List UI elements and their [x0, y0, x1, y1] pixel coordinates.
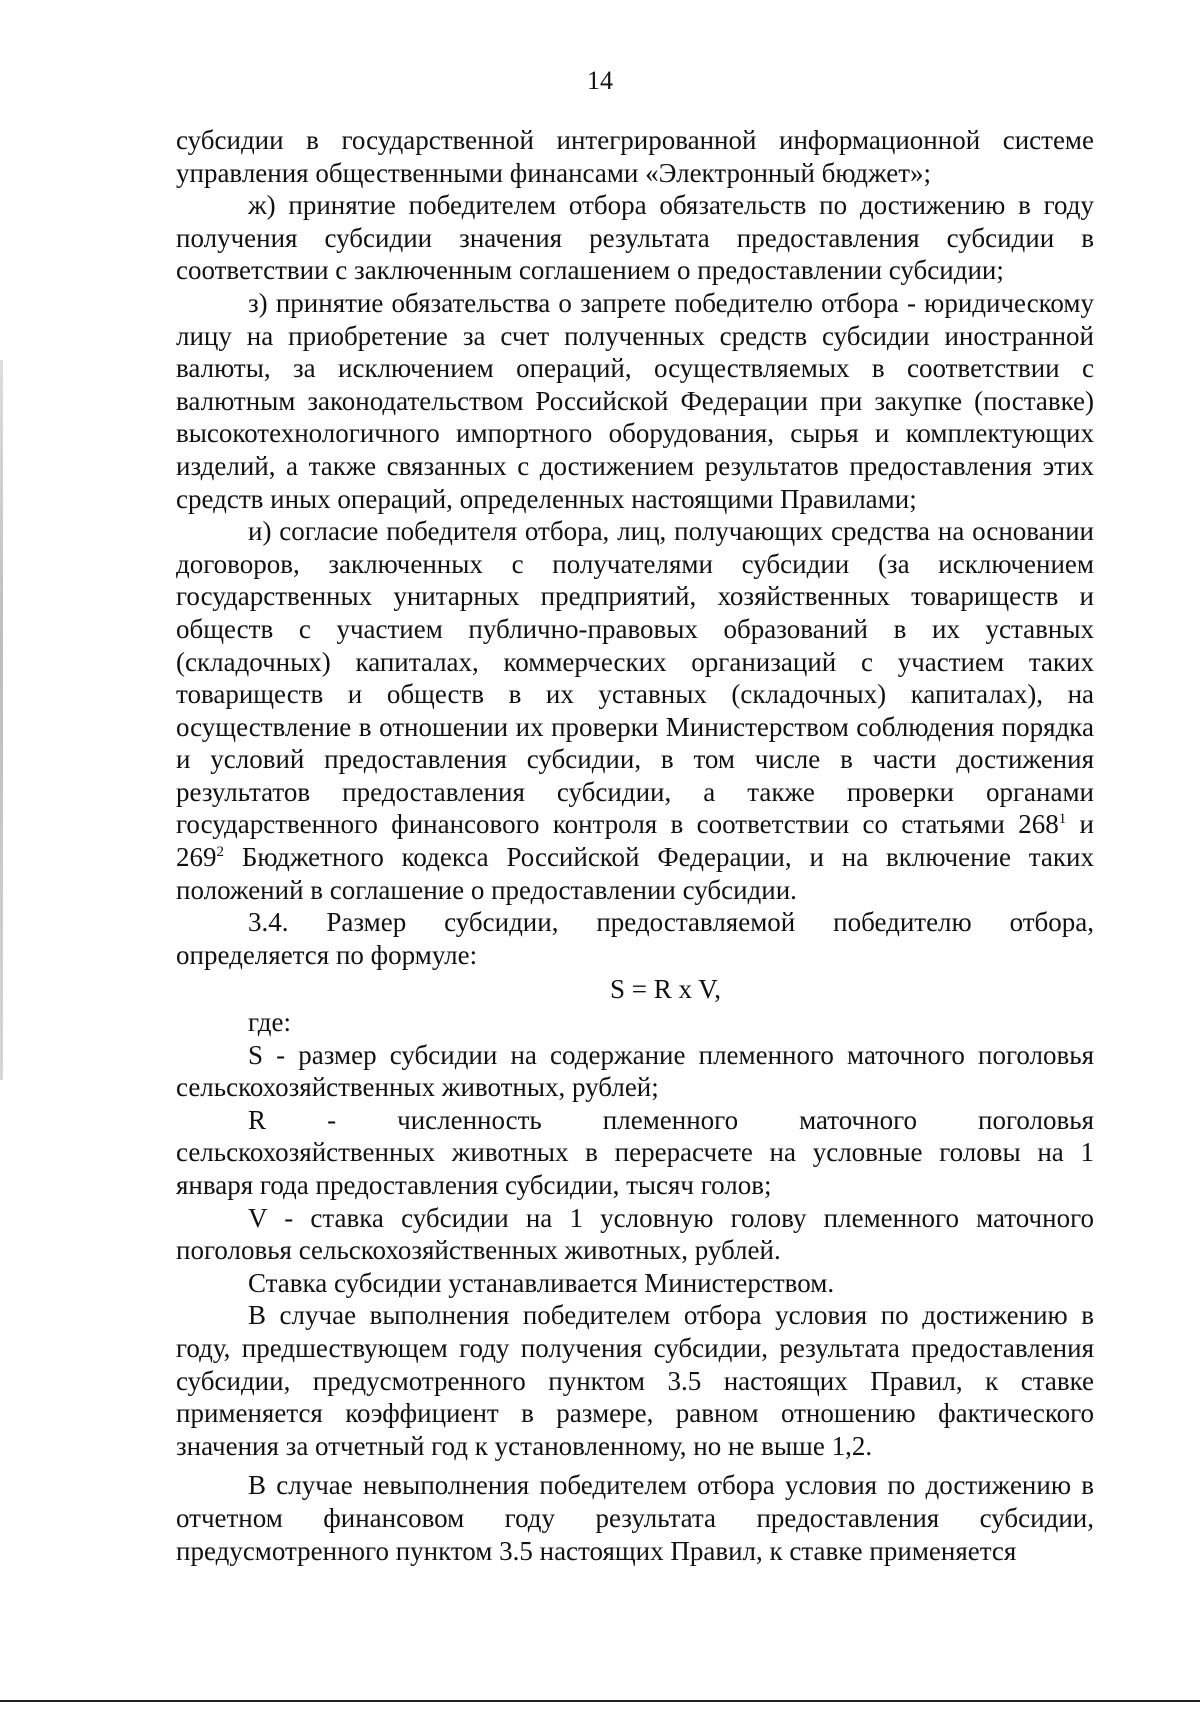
definition-r-first-line [176, 1104, 1094, 1137]
definition-r-word: племенного [602, 1104, 739, 1135]
rate-statement: Ставка субсидии устанавливается Министерством. [248, 1267, 835, 1298]
definition-r-word: численность [397, 1104, 542, 1135]
paragraph-item-i-end: Бюджетного кодекса Российской Федерации, и на включение таких положений в соглашение о предоставлении субсидии. [176, 842, 1094, 905]
definition-r-rest: сельскохозяйственных животных в перерасчете на условные головы на 1 января года предоставления субсидии, тысяч голов; [176, 1137, 1094, 1200]
definition-r-word: поголовья [978, 1104, 1094, 1135]
definition-r-word: маточного [799, 1104, 917, 1135]
definition-v: V - ставка субсидии на 1 условную голову племенного маточного поголовья сельскохозяйственных животных, рублей. [176, 1202, 1094, 1266]
paragraph-nonfulfillment: В случае невыполнения победителем отбора условия по достижению в отчетном финансовом году результата предоставления субсидии, предусмотренного пунктом 3.5 настоящих Правил, к ставке применяется [176, 1470, 1094, 1566]
superscript-1: 1 [1058, 811, 1067, 828]
paragraph-item-i-middle: и 269 [176, 809, 1094, 873]
formula: S = R x V, [610, 974, 722, 1005]
paragraph-item-zh: ж) принятие победителем отбора обязательств по достижению в году получения субсидии значения результата предоставления субсидии в соответствии с заключенным соглашением о предоставлении субсидии; [176, 190, 1094, 286]
paragraph-item-z: з) принятие обязательства о запрете победителю отбора - юридическому лицу на приобретение за счет полученных средств субсидии иностранной валюты, за исключением операций, осуществляемых в соответствии с валютным законодательством Российской Федерации при закупке (поставке) высокотехнологичного импортного оборудования, сырья и комплектующих изделий, а также связанных с достижением результатов предоставления этих средств иных операций, определенных настоящими Правилами; [176, 287, 1094, 514]
page-number: 14 [587, 66, 613, 95]
definition-r-word: - [327, 1104, 337, 1135]
definition-r-word: R [248, 1104, 267, 1135]
paragraph-item-i-text: и) согласие победителя отбора, лиц, получающих средства на основании договоров, заключенных с получателями субсидии (за исключением государственных унитарных предприятий, хозяйственных товариществ и обществ с участием публично-правовых образований в их уставных (складочных) капиталах, коммерческих организаций с участием таких товариществ и обществ в их уставных (складочных) капиталах), на осуществление в отношении их проверки Министерством соблюдения порядка и условий предоставления субсидии, в том числе в части достижения результатов предоставления субсидии, а также проверки органами государственного финансового контроля в соответствии со статьями 268 [176, 516, 1094, 840]
paragraph-item-i [176, 515, 1094, 906]
paragraph-continuation: субсидии в государственной интегрированной информационной системе управления общественными финансами «Электронный бюджет»; [176, 125, 1094, 188]
document-body [176, 124, 1094, 1567]
definition-s: S - размер субсидии на содержание племенного маточного поголовья сельскохозяйственных животных, рублей; [176, 1039, 1094, 1103]
where-label: где: [248, 1007, 291, 1038]
scan-edge-shadow [0, 360, 3, 1080]
paragraph-fulfillment: В случае выполнения победителем отбора условия по достижению в году, предшествующем году получения субсидии, результата предоставления субсидии, предусмотренного пунктом 3.5 настоящих Правил, к ставке применяется коэффициент в размере, равном отношению фактического значения за отчетный год к установленному, но не выше 1,2. [176, 1300, 1094, 1461]
paragraph-3-4: 3.4. Размер субсидии, предоставляемой победителю отбора, определяется по формуле: [176, 907, 1094, 970]
superscript-2: 2 [216, 844, 224, 861]
scan-bottom-border [0, 1700, 1200, 1702]
